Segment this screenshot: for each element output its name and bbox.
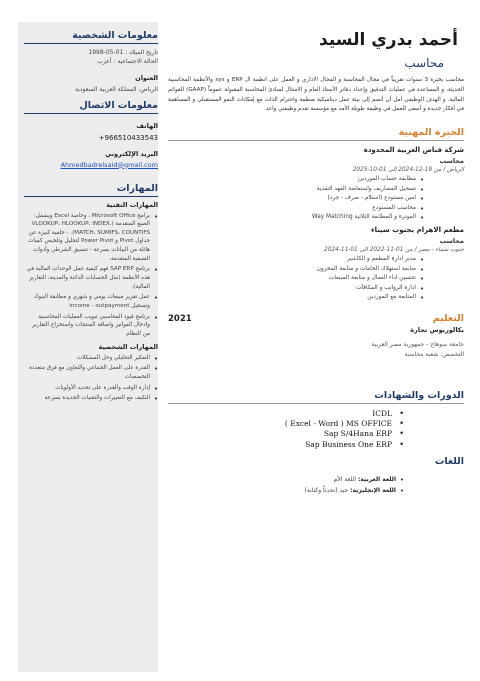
email-link[interactable]: Ahmedbadrelsaid@gmail.com [60, 160, 158, 169]
list-item: • القدرة على العمل الجماعي والتعاون مع فرق متعددة التخصصات [24, 364, 158, 381]
education-heading: التعليم [432, 312, 464, 324]
birth-date: تاريخ الميلاد : 01-05-1998 [88, 49, 158, 56]
list-item: ( Excel - Word ) MS OFFICE • [168, 419, 404, 429]
list-item: • إدارة الوقت والقدرة على تحديد الأولويات [24, 384, 158, 393]
address-label: العنوان [135, 74, 158, 82]
address: الرياض، المملكة العربية السعودية [75, 86, 158, 93]
list-item: • مدير ادارة المطعم و الكاشير [168, 255, 424, 265]
job-entry [168, 226, 464, 303]
job-title: محاسب [439, 157, 464, 166]
language-level: اللغة الأم [333, 475, 357, 483]
sidebar [24, 30, 158, 405]
job-role: محاسب [404, 56, 444, 70]
list-item: • امين مستودع (استلام - صرف - جرد) [168, 194, 424, 204]
marital-status: الحالة الاجتماعية : أعزب [97, 58, 158, 65]
job-tasks [168, 255, 424, 303]
company-name: شركة قناص العربية المحدودة [363, 146, 464, 155]
experience-heading: الخبرة المهنية [168, 127, 464, 141]
email-label: البريد الإلكتروني [105, 149, 158, 158]
courses-list [168, 409, 404, 450]
list-item: ICDL • [168, 409, 404, 419]
list-item: • التفكير التحليلي وحل المشكلات [24, 354, 158, 363]
education-year: 2021 [168, 313, 192, 324]
list-item: • ادارة الرواتب و المكافآت [168, 284, 424, 294]
personal-skills-list [24, 354, 158, 403]
technical-skills-list [24, 212, 158, 339]
job-entry [168, 146, 464, 223]
summary-paragraph: محاسب بخبرة 3 سنوات تقريباً في مجال المحاسبة و المجال الاداري و العمل على انظمة ال ERP و sys والأنظمة المحاسبية الحديثة، و المساعدة في عمليات التدقيق وإعداد دفاتر الأستاذ العام و الامتثال لمبادئ المحاسبة المقبولة عموماً (GAAP) للقوائم المالية. و الهدف الوظيفي أمل أن أنضم إلى بيئة عمل ديناميكية منظمة واحترام الذات مع إمكانات النمو المستقبلي و المساهمة في أفكار جديدة و أسعى للعمل في وظيفة طويلة الأمد مع مؤسسة تقدم وظيفتي واعد. [168, 77, 464, 113]
degree: بكالوريوس تجارة [410, 325, 464, 334]
courses-heading: الدورات والشهادات [168, 390, 464, 404]
job-date: جنوب سيناء - مصر / من 01-11-2022 الى 01-11-2024 [324, 246, 464, 253]
list-item: • تسجيل المصاريف واستعاضة العهد النقدية [168, 185, 424, 195]
list-item: Sap Business One ERP • [168, 440, 404, 450]
contact-heading: معلومات الاتصال [24, 100, 158, 114]
languages-list [168, 474, 404, 497]
job-tasks [168, 175, 424, 223]
list-item: • المتابعة مع الموردين [168, 293, 424, 303]
list-item: • برامج Microsoft Office ، وخاصة Excel ويشمل: الصيغ المتقدمة (VLOOKUP، HLOOKUP، INDEX، MATCH، SUMIFS، COUNTIFS). - خلفية كبيرة عن جداول Pivot و Power Pivot لتحليل وتلخيص كميات هائلة من البيانات بسرعة - تنسيق الشرطي وأدوات التصفية المتقدمة. [24, 212, 158, 264]
list-item [168, 474, 404, 485]
job-title: محاسب [439, 236, 464, 245]
full-name: أحمد بدري السيد [319, 30, 458, 50]
technical-skills-heading: المهارات التقنية [106, 200, 158, 209]
list-item: • محاسب المستودع [168, 204, 424, 214]
major: التخصص: شعبة محاسبة [404, 350, 464, 358]
personal-skills-heading: المهارات الشخصية [98, 342, 158, 351]
list-item: Sap S/4Hana ERP • [168, 429, 404, 439]
list-item: • مطابقة حساب الموردين [168, 175, 424, 185]
language-label: اللغة الإنجليزية: [350, 487, 396, 495]
skills-heading: المهارات [24, 183, 158, 197]
job-date: الرياض / من 19-12-2024 الى 01-10-2025 [352, 167, 464, 174]
language-label: اللغة العربية: [357, 475, 396, 483]
main-column [168, 30, 464, 496]
phone: +966510433543 [98, 134, 158, 142]
personal-heading: معلومات الشخصية [24, 30, 158, 44]
list-item: • متابعة استهلاك الخامات و متابعة المخزون [168, 265, 424, 275]
education-header-row [168, 313, 464, 326]
company-name: مطعم الاهرام بجنوب سيناء [370, 225, 464, 234]
languages-heading: اللغات [434, 455, 464, 467]
list-item: • الفوترة و المطابقة الثلاثية Way Matching [168, 213, 424, 223]
list-item: • تحسين اداء العمال و متابعة المبيعات [168, 274, 424, 284]
list-item [168, 485, 404, 496]
language-level: جيد (تحدثاً وكتابة) [304, 487, 349, 495]
list-item: • عمل تقرير مبيعات يومي و شهري و مطابقة البنوك وتسجيل income - outpayment [24, 293, 158, 310]
list-item: • التكيف مع التغييرات والتقنيات الجديدة بسرعة [24, 394, 158, 403]
list-item: • برنامج SAP ERP فهم كيفية عمل الوحدات المالية في هذه الأنظمة (مثل الحسابات الدائنة والمدينة، التقارير المالية). [24, 265, 158, 291]
university: جامعة سوهاج - جمهورية مصر العربية [371, 340, 464, 348]
list-item: • برنامج قيود المحاسبي تبويب العمليات المحاسبية وادخال الفواتير واضافة المنتجات واستخراج التقارير من النظام [24, 313, 158, 339]
phone-label: الهاتف [136, 122, 158, 130]
